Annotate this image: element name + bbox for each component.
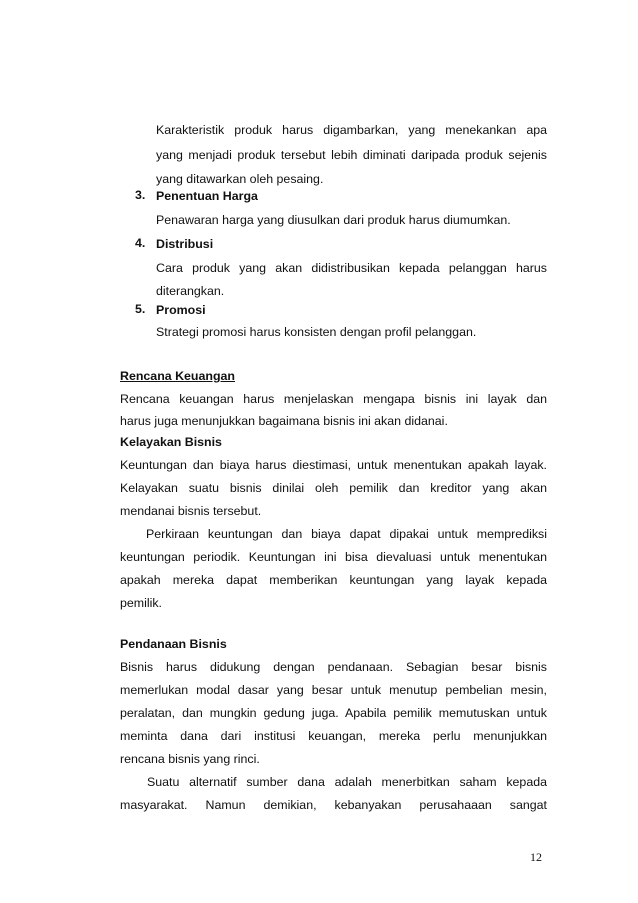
heading-pendanaan-bisnis: Pendanaan Bisnis — [120, 637, 227, 651]
intro-line-2: yang menjadi produk tersebut lebih diminati daripada produk sejenis — [156, 148, 547, 162]
intro-line-3: yang ditawarkan oleh pesaing. — [156, 172, 324, 186]
list-number-3: 3. — [135, 188, 146, 202]
intro-line-1: Karakteristik produk harus digambarkan, yang menekankan apa — [156, 123, 547, 137]
list-number-5: 5. — [135, 302, 146, 316]
list-title-distribusi: Distribusi — [156, 237, 214, 251]
pendanaan-line-4: meminta dana dari institusi keuangan, mereka perlu menunjukkan — [120, 729, 547, 743]
pendanaan-line-1: Bisnis harus didukung dengan pendanaan. Sebagian besar bisnis — [120, 660, 547, 674]
pendanaan-line-7: masyarakat. Namun demikian, kebanyakan perusahaaan sangat — [120, 798, 547, 812]
page-number: 12 — [530, 850, 542, 864]
kelayakan-line-5: keuntungan periodik. Keuntungan ini bisa dievaluasi untuk menentukan — [120, 550, 547, 564]
list-title-promosi: Promosi — [156, 303, 206, 317]
pendanaan-line-6: Suatu alternatif sumber dana adalah menerbitkan saham kepada — [147, 775, 547, 789]
list-body-penentuan-harga: Penawaran harga yang diusulkan dari produk harus diumumkan. — [156, 213, 511, 227]
kelayakan-line-1: Keuntungan dan biaya harus diestimasi, untuk menentukan apakah layak. — [120, 458, 547, 472]
kelayakan-line-6: apakah mereka dapat memberikan keuntungan yang layak kepada — [120, 573, 547, 587]
list-body-distribusi-1: Cara produk yang akan didistribusikan kepada pelanggan harus — [156, 261, 547, 275]
heading-rencana-keuangan: Rencana Keuangan — [120, 369, 235, 383]
rencana-line-2: harus juga menunjukkan bagaimana bisnis ini akan didanai. — [120, 414, 448, 428]
pendanaan-line-2: memerlukan modal dasar yang besar untuk menutup pembelian mesin, — [120, 683, 547, 697]
pendanaan-line-5: rencana bisnis yang rinci. — [120, 752, 260, 766]
list-body-promosi: Strategi promosi harus konsisten dengan profil pelanggan. — [156, 325, 477, 339]
pendanaan-line-3: peralatan, dan mungkin gedung juga. Apabila pemilik memutuskan untuk — [120, 706, 547, 720]
kelayakan-line-2: Kelayakan suatu bisnis dinilai oleh pemilik dan kreditor yang akan — [120, 481, 547, 495]
kelayakan-line-7: pemilik. — [120, 596, 162, 610]
kelayakan-line-4: Perkiraan keuntungan dan biaya dapat dipakai untuk memprediksi — [146, 527, 547, 541]
kelayakan-line-3: mendanai bisnis tersebut. — [120, 504, 262, 518]
rencana-line-1: Rencana keuangan harus menjelaskan mengapa bisnis ini layak dan — [120, 392, 547, 406]
list-number-4: 4. — [135, 236, 146, 250]
heading-kelayakan-bisnis: Kelayakan Bisnis — [120, 435, 222, 449]
list-title-penentuan-harga: Penentuan Harga — [156, 189, 258, 203]
list-body-distribusi-2: diterangkan. — [156, 284, 225, 298]
